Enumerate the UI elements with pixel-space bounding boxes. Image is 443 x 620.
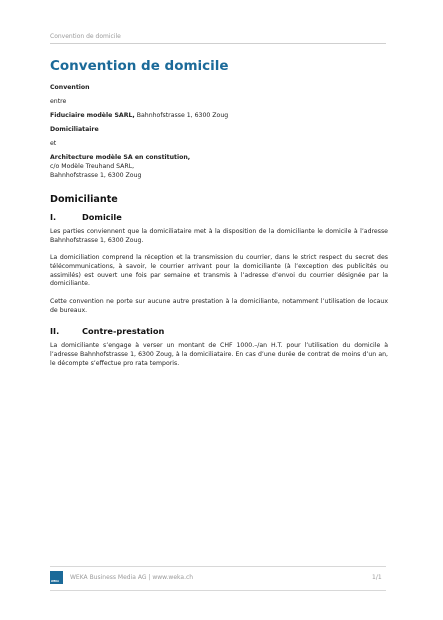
section1-heading [50, 212, 122, 222]
convention-label: Convention [50, 84, 90, 91]
footer-divider [50, 566, 386, 567]
et-text: et [50, 140, 57, 147]
section1-paragraph-3: Cette convention ne porte sur aucune autre prestation à la domiciliante, notamment l’utilisation de locaux de bureaux. [50, 298, 388, 314]
party1-name: Fiduciaire modèle SARL, [50, 112, 135, 119]
page-number: 1/1 [372, 574, 382, 581]
party1-address: Bahnhofstrasse 1, 6300 Zoug [134, 112, 229, 119]
section2-heading [50, 326, 164, 336]
section2-paragraph-1: La domiciliante s’engage à verser un montant de CHF 1000.–/an H.T. pour l’utilisation du domicile à l’adresse Bahnhofstrasse 1, 6300 Zoug, à la domiciliataire. En cas d’une durée de contrat de moins d’un an, le décompte s’effectue pro rata temporis. [50, 342, 388, 367]
domiciliataire-label: Domiciliataire [50, 126, 99, 133]
party2-name: Architecture modèle SA en constitution, [50, 154, 191, 161]
party2-line3: Bahnhofstrasse 1, 6300 Zoug [50, 172, 142, 179]
footer-bottom-divider [50, 590, 386, 591]
section1-paragraph-1: Les parties conviennent que la domiciliataire met à la disposition de la domiciliante le domicile à l’adresse Bahnhofstrasse 1, 6300 Zoug. [50, 228, 388, 244]
weka-logo [50, 571, 63, 584]
section1-paragraph-2: La domiciliation comprend la réception et la transmission du courrier, dans le strict respect du secret des télécommunications, à savoir, le courrier arrivant pour la domiciliante (à l’exception des publicités ou assimilés) est ouvert une fois par semaine et transmis à l’adresse d’envoi du courrier désignée par la domiciliante. [50, 254, 388, 288]
section2-title: Contre-prestation [82, 326, 165, 336]
entre-text: entre [50, 98, 67, 105]
party1-line [50, 112, 388, 121]
document-title: Convention de domicile [50, 58, 229, 74]
section1-number: I. [50, 212, 57, 222]
weka-logo-text: WEKA [51, 580, 59, 583]
section1-title: Domicile [82, 212, 122, 222]
running-header: Convention de domicile [50, 33, 386, 44]
party2-line2: c/o Modèle Treuhand SARL, [50, 163, 135, 170]
section2-number: II. [50, 326, 60, 336]
section-domiciliante: Domiciliante [50, 194, 118, 205]
footer-publisher: WEKA Business Media AG | www.weka.ch [70, 574, 194, 581]
